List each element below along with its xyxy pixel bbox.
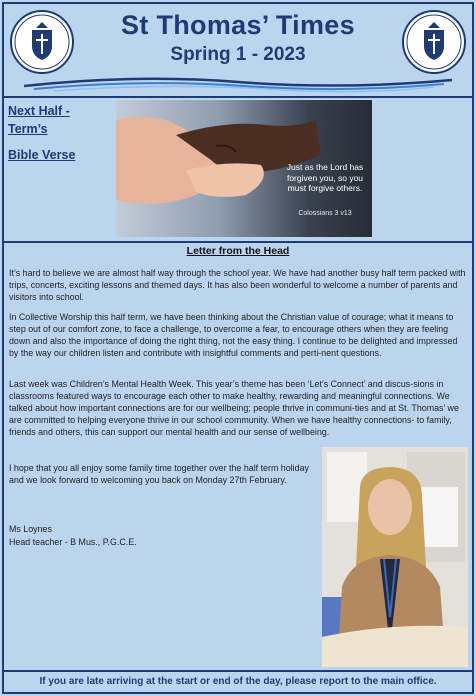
bible-verse-text: Just as the Lord has forgiven you, so you must forgive others.	[286, 162, 364, 194]
school-logo-left	[10, 10, 74, 74]
newsletter-title: St Thomas’ Times	[121, 10, 355, 40]
letter-paragraph-3: Last week was Children’s Mental Health Week. This year’s theme has been ‘Let’s Connect’ and discus-sions in classrooms featured ways to encourage each other to make healthy, rewarding and meaningful connections. We talked about how important connections are for our wellbeing; people thrive in communi-ties and at St. Thomas’ we are committed to helping everyone thrive in our school community. When we have healthy connections- to family, friends and others, this can support our mental health and our sense of wellbeing.	[9, 379, 459, 437]
letter-paragraph-1: It’s hard to believe we are almost half way through the school year. We have had another busy half term packed with trips, concerts, exciting lessons and themed days. It has also been wonderful to welcome a number of parents and visitors into school.	[9, 268, 466, 302]
head-teacher-photo	[322, 447, 468, 667]
school-crest-icon	[12, 12, 72, 72]
letter-paragraph-2: In Collective Worship this half term, we have been thinking about the Christian value of courage; what it means to step out of our comfort zone, to face a challenge, to overcome a fear, to encourage others when they are feeling down and also the importance of doing the right thing, not the easy thing. I continue to be delighted and impressed by the way our children listen and contribute with insightful comments and perti-nent questions.	[9, 312, 458, 358]
signature-name: Ms Loynes	[9, 524, 52, 534]
school-logo-right	[402, 10, 466, 74]
header-divider	[4, 96, 472, 98]
verse-heading-line2: Term’s	[8, 122, 48, 137]
bible-verse-reference: Colossians 3 v13	[298, 210, 352, 217]
letter-title: Letter from the Head	[186, 245, 290, 257]
signature-role: Head teacher - B Mus., P.G.C.E.	[9, 537, 137, 547]
newsletter-subtitle: Spring 1 - 2023	[170, 44, 306, 65]
newsletter-header	[4, 4, 472, 98]
letter-paragraph-4: I hope that you all enjoy some family time together over the half term holiday and we look forward to welcoming you back on Monday 27th February.	[9, 463, 309, 485]
head-teacher-portrait	[322, 447, 468, 667]
bible-verse-heading	[8, 102, 108, 164]
bible-verse-image	[116, 100, 372, 237]
verse-heading-line3: Bible Verse	[8, 148, 76, 163]
school-crest-icon	[404, 12, 464, 72]
decorative-wave	[24, 72, 452, 94]
newsletter-page	[2, 2, 474, 694]
section-divider	[4, 241, 472, 243]
verse-heading-line1: Next Half -	[8, 104, 70, 118]
footer-notice: If you are late arriving at the start or end of the day, please report to the main office.	[39, 676, 437, 687]
